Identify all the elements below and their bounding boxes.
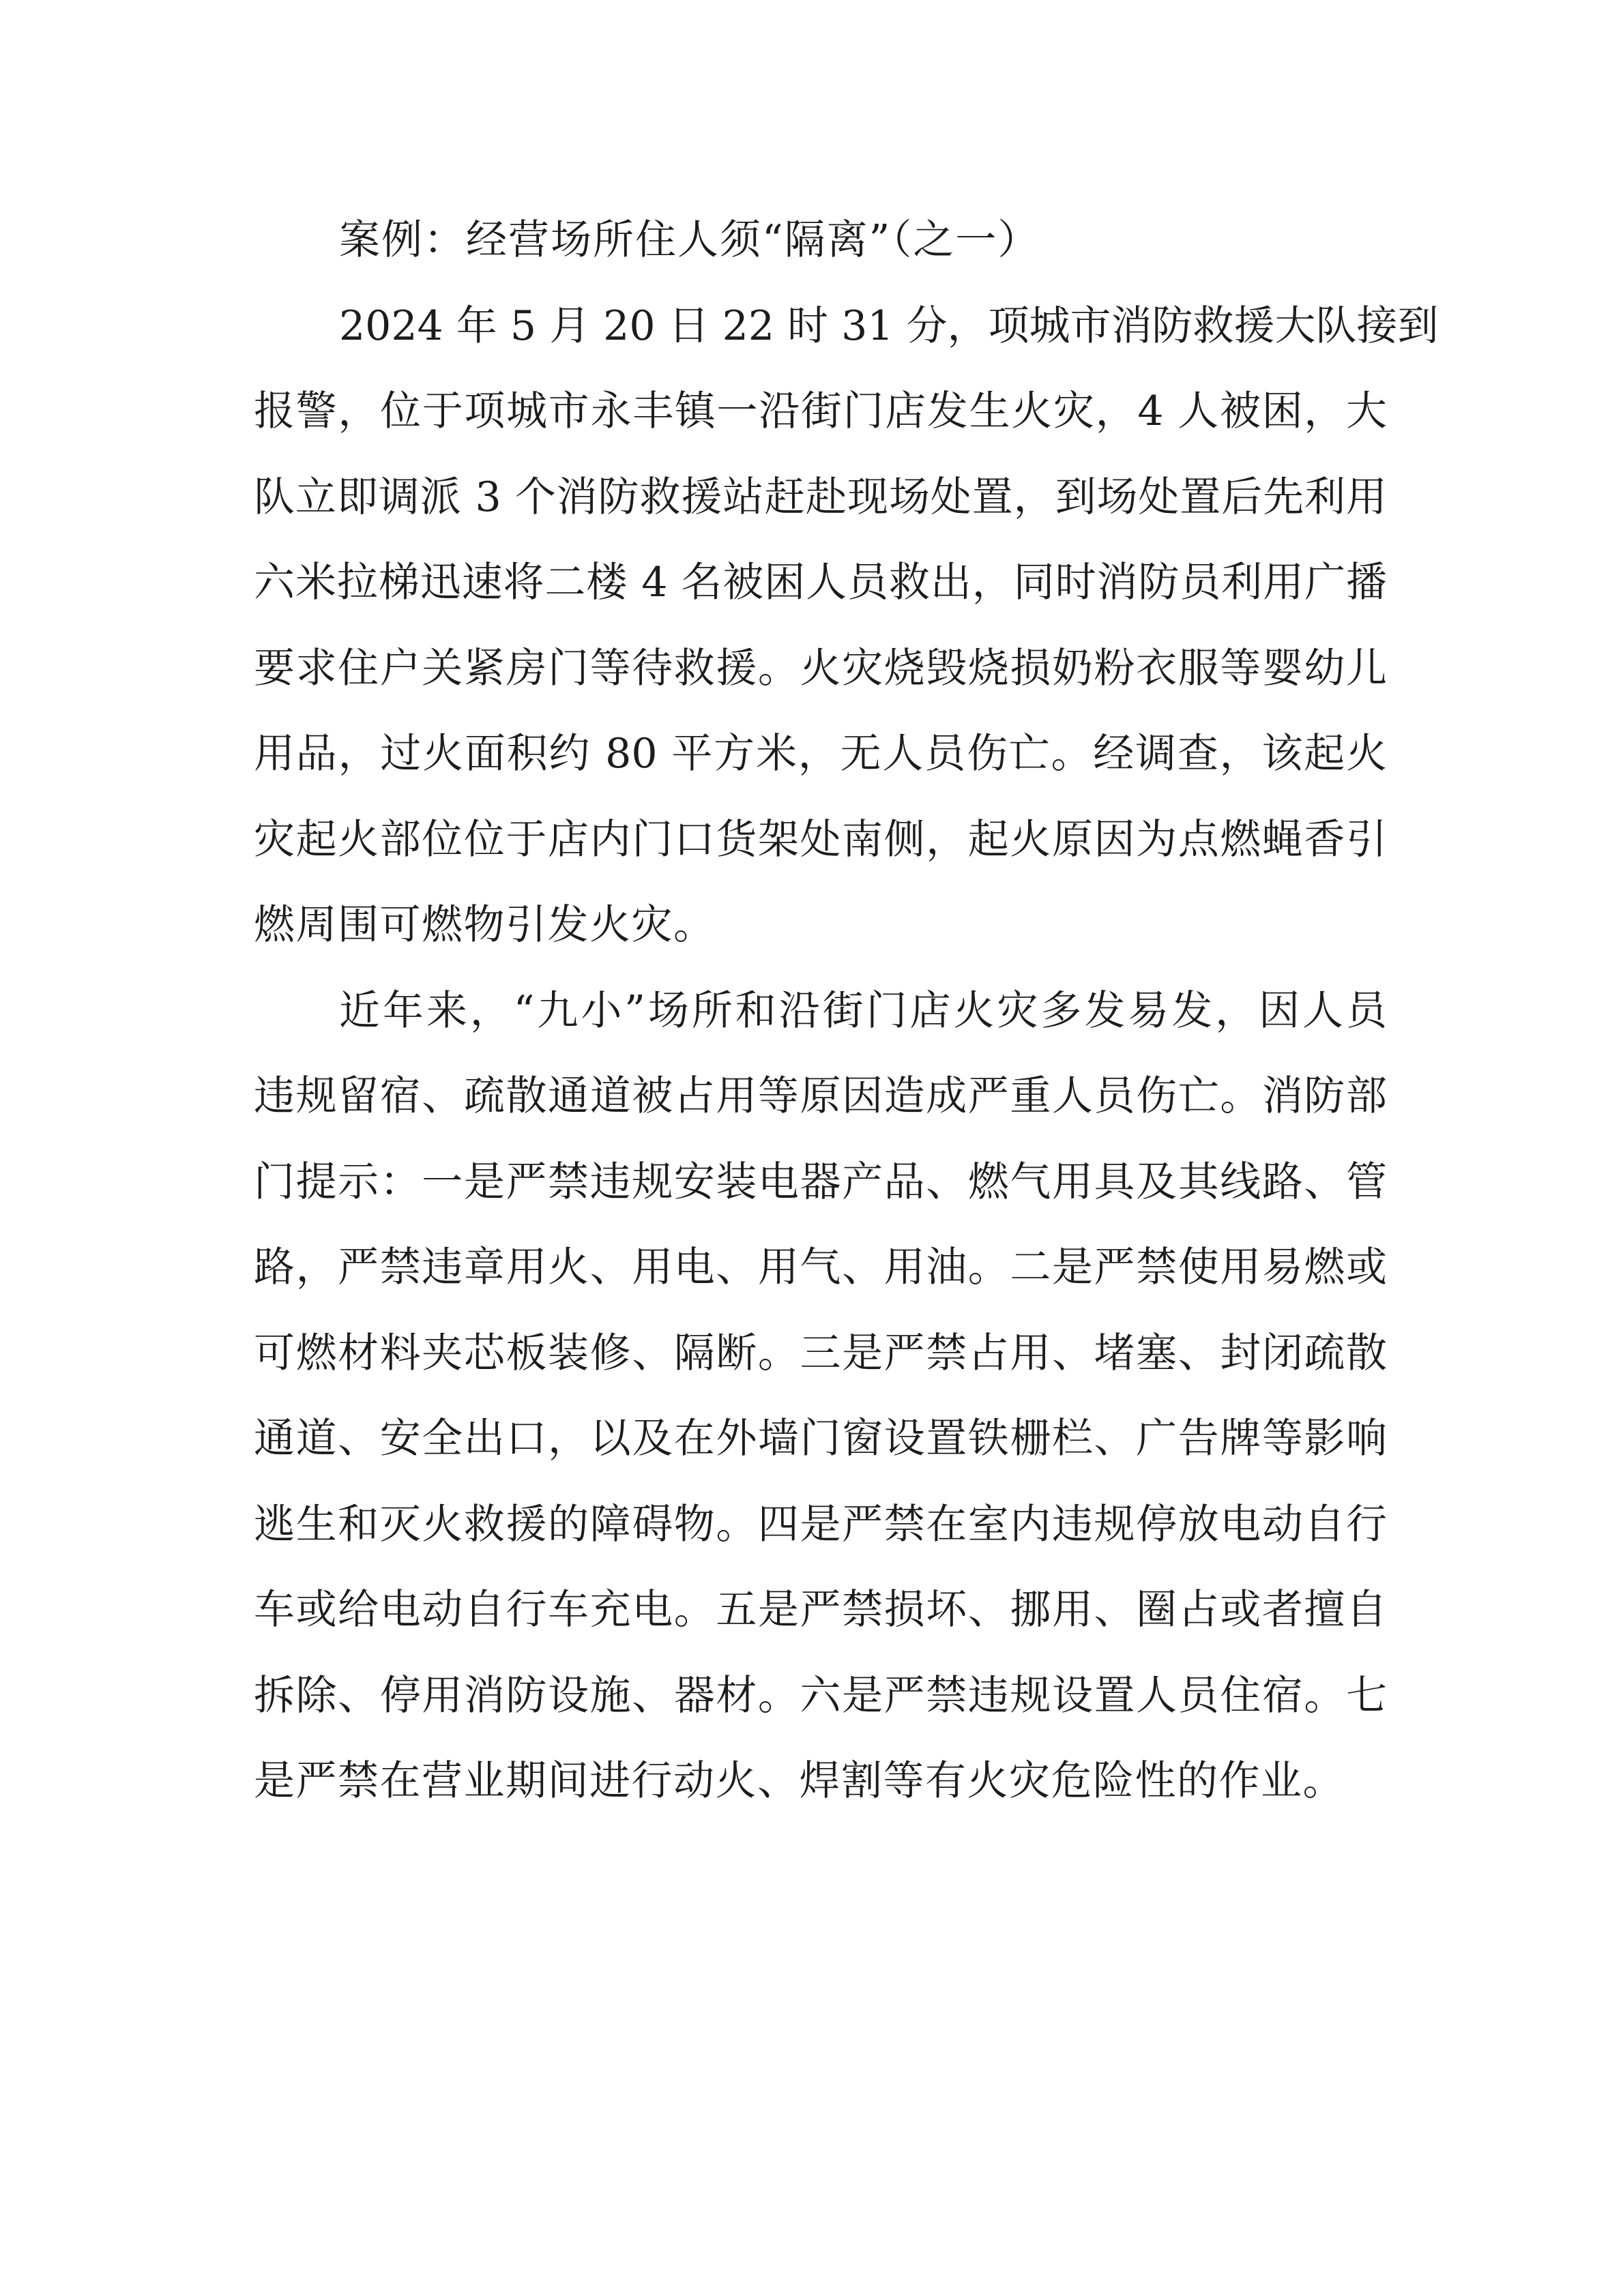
document-body (254, 198, 1439, 1825)
paragraph-incident (254, 284, 1439, 969)
text-line: 违规留宿、疏散通道被占用等原因造成严重人员伤亡。消防部 (254, 1072, 1387, 1120)
paragraph-safety-tips (254, 969, 1387, 1825)
text-line: 可燃材料夹芯板装修、隔断。三是严禁占用、堵塞、封闭疏散 (254, 1329, 1387, 1377)
text-line: 门提示：一是严禁违规安装电器产品、燃气用具及其线路、管 (254, 1158, 1387, 1206)
text-line: 六米拉梯迅速将二楼 4 名被困人员救出，同时消防员利用广播 (254, 559, 1387, 606)
text-line: 逃生和灭火救援的障碍物。四是严禁在室内违规停放电动自行 (254, 1500, 1387, 1548)
text-line: 近年来，“九小”场所和沿街门店火灾多发易发，因人员 (339, 986, 1387, 1035)
text-line: 报警，位于项城市永丰镇一沿街门店发生火灾，4 人被困，大 (254, 387, 1387, 435)
text-line: 燃周围可燃物引发火灾。 (254, 901, 716, 949)
text-line: 要求住户关紧房门等待救援。火灾烧毁烧损奶粉衣服等婴幼儿 (254, 644, 1387, 692)
text-line: 2024 年 5 月 20 日 22 时 31 分，项城市消防救援大队接到 (339, 301, 1439, 350)
text-line: 灾起火部位位于店内门口货架处南侧，起火原因为点燃蝇香引 (254, 815, 1387, 864)
text-line: 路，严禁违章用火、用电、用气、用油。二是严禁使用易燃或 (254, 1243, 1387, 1291)
case-title: 案例：经营场所住人须“隔离”（之一） (339, 216, 1040, 264)
text-line: 用品，过火面积约 80 平方米，无人员伤亡。经调查，该起火 (254, 730, 1387, 778)
text-line: 车或给电动自行车充电。五是严禁损坏、挪用、圈占或者擅自 (254, 1586, 1387, 1634)
text-line: 通道、安全出口，以及在外墙门窗设置铁栅栏、广告牌等影响 (254, 1415, 1387, 1462)
text-line: 队立即调派 3 个消防救援站赶赴现场处置，到场处置后先利用 (254, 473, 1387, 521)
text-line: 是严禁在营业期间进行动火、焊割等有火灾危险性的作业。 (254, 1757, 1345, 1805)
text-line: 拆除、停用消防设施、器材。六是严禁违规设置人员住宿。七 (254, 1671, 1387, 1720)
